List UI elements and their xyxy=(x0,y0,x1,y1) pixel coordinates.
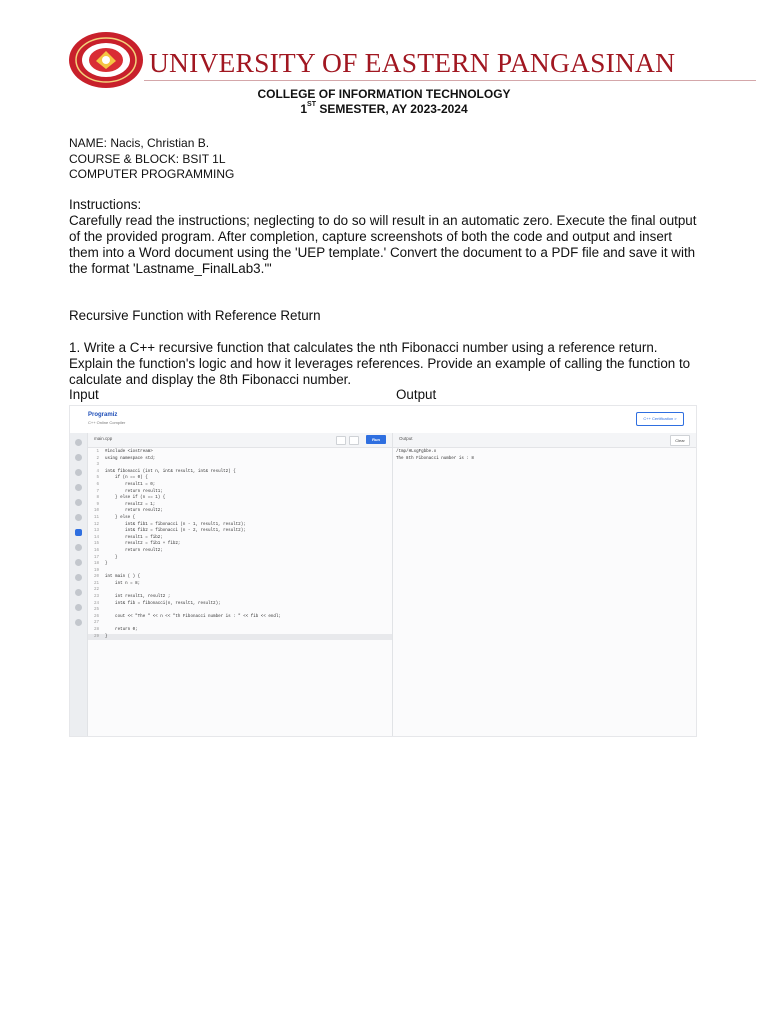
student-subject: COMPUTER PROGRAMMING xyxy=(69,167,235,181)
line-number: 14 xyxy=(93,535,99,540)
python-icon[interactable] xyxy=(75,439,82,446)
fullscreen-icon[interactable] xyxy=(336,436,346,445)
output-label: Output xyxy=(396,387,437,402)
code-line[interactable] xyxy=(88,568,392,575)
editor-tabbar xyxy=(88,433,392,448)
line-number: 9 xyxy=(96,502,99,507)
line-number: 5 xyxy=(96,476,99,481)
compiler-brand: Programiz xyxy=(88,412,118,418)
line-number: 13 xyxy=(93,529,99,534)
university-name: UNIVERSITY OF EASTERN PANGASINAN xyxy=(149,47,676,78)
compiler-topbar xyxy=(70,406,697,433)
code-line[interactable] xyxy=(88,462,392,469)
code-line[interactable] xyxy=(88,515,392,522)
output-tabbar xyxy=(393,433,697,448)
output-line: /tmp/HLxgFgbbe.o xyxy=(396,450,437,454)
code-line[interactable] xyxy=(88,561,392,568)
code-line[interactable] xyxy=(88,469,392,476)
javascript-icon[interactable] xyxy=(75,499,82,506)
line-number: 18 xyxy=(93,562,99,567)
line-number: 28 xyxy=(93,628,99,633)
code-text: int& fibonacci (int n, int& result1, int& result2) { xyxy=(105,469,236,474)
csharp-icon[interactable] xyxy=(75,559,82,566)
line-number: 1 xyxy=(96,450,99,454)
output-tab: Output xyxy=(399,436,413,441)
instructions-title: Instructions: xyxy=(69,197,142,212)
file-tab[interactable]: main.cpp xyxy=(94,436,113,441)
line-number: 17 xyxy=(93,555,99,560)
semester-text: SEMESTER, AY 2023-2024 xyxy=(316,102,468,116)
code-line[interactable] xyxy=(88,620,392,627)
code-text: } xyxy=(105,562,108,567)
line-number: 11 xyxy=(93,515,99,520)
student-name: NAME: Nacis, Christian B. xyxy=(69,136,210,150)
theme-icon[interactable] xyxy=(349,436,359,445)
code-text: return 0; xyxy=(105,628,138,633)
code-text: if (n == 0) { xyxy=(105,476,148,481)
line-number: 25 xyxy=(93,608,99,613)
university-banner xyxy=(68,31,758,91)
code-text: int n = 8; xyxy=(105,581,141,586)
semester-line xyxy=(0,102,768,116)
line-number: 2 xyxy=(96,456,99,461)
code-text: } xyxy=(105,555,118,560)
cpp-icon[interactable] xyxy=(75,529,82,536)
code-line[interactable] xyxy=(88,502,392,509)
line-number: 23 xyxy=(93,595,99,600)
compiler-screenshot xyxy=(69,405,697,737)
code-text: return result2; xyxy=(105,509,163,514)
semester-number: 1 xyxy=(300,102,308,116)
section-title: Recursive Function with Reference Return xyxy=(69,308,321,323)
input-label: Input xyxy=(69,387,99,402)
line-number: 7 xyxy=(96,489,99,494)
code-line[interactable] xyxy=(88,522,392,529)
line-number: 10 xyxy=(93,509,99,514)
line-number: 19 xyxy=(93,568,99,573)
code-text: int& fib1 = fibonacci (n - 1, result1, result2); xyxy=(105,522,246,527)
swift-icon[interactable] xyxy=(75,604,82,611)
php-icon[interactable] xyxy=(75,589,82,596)
code-text: return result1; xyxy=(105,489,163,494)
line-number: 21 xyxy=(93,581,99,586)
student-info xyxy=(69,136,234,183)
line-number: 6 xyxy=(96,482,99,487)
line-number: 16 xyxy=(93,548,99,553)
compiler-brand-sub: C++ Online Compiler xyxy=(88,420,126,425)
output-line: The 8th Fibonacci number is : 8 xyxy=(396,456,474,461)
code-text: #include <iostream> xyxy=(105,450,153,454)
r-icon[interactable] xyxy=(75,454,82,461)
code-line[interactable] xyxy=(88,601,392,608)
code-text: cout << "The " << n << "th Fibonacci number is : " << fib << endl; xyxy=(105,614,281,619)
university-seal-icon xyxy=(68,31,144,89)
code-line[interactable] xyxy=(88,594,392,601)
code-line[interactable] xyxy=(88,535,392,542)
line-number: 22 xyxy=(93,588,99,593)
code-line[interactable] xyxy=(88,475,392,482)
code-text: int main ( ) { xyxy=(105,575,141,580)
go-icon[interactable] xyxy=(75,574,82,581)
line-number: 8 xyxy=(96,496,99,501)
code-line[interactable] xyxy=(88,456,392,463)
code-line[interactable] xyxy=(88,449,392,456)
rust-icon[interactable] xyxy=(75,619,82,626)
line-number: 3 xyxy=(96,463,99,468)
code-text: result1 = fib2; xyxy=(105,535,163,540)
semester-suffix: ST xyxy=(307,101,316,108)
code-text: return result2; xyxy=(105,548,163,553)
code-text: int& fib2 = fibonacci (n - 2, result1, result2); xyxy=(105,529,246,534)
line-number: 27 xyxy=(93,621,99,626)
code-text: result1 = 0; xyxy=(105,482,156,487)
output-text xyxy=(396,449,474,462)
code-line[interactable] xyxy=(88,581,392,588)
code-text: result2 = fib1 + fib2; xyxy=(105,542,181,547)
instructions-body: Carefully read the instructions; neglecting to do so will result in an automatic zero. Execute the final output of the provided program. After completion, capture screenshots of both the code and output and insert them into a Word document using the 'UEP template.' Convert the document to a PDF file and save it with the format 'Lastname_FinalLab3.'" xyxy=(69,213,697,276)
code-text: } else { xyxy=(105,515,136,520)
code-editor[interactable] xyxy=(88,433,393,737)
code-text: result2 = 1; xyxy=(105,502,156,507)
code-line[interactable] xyxy=(88,627,392,634)
code-text: using namespace std; xyxy=(105,456,156,461)
output-pane xyxy=(393,433,697,737)
banner-divider xyxy=(144,80,756,81)
code-text: } else if (n == 1) { xyxy=(105,496,166,501)
line-number: 20 xyxy=(93,575,99,580)
code-line[interactable] xyxy=(88,574,392,581)
code-line[interactable] xyxy=(88,548,392,555)
code-line[interactable] xyxy=(88,587,392,594)
code-line[interactable] xyxy=(88,634,392,641)
compiler-sidebar xyxy=(70,433,88,737)
line-number: 24 xyxy=(93,601,99,606)
college-title: COLLEGE OF INFORMATION TECHNOLOGY xyxy=(257,87,511,101)
certification-button[interactable]: C++ Certification > xyxy=(636,412,684,426)
html-icon[interactable] xyxy=(75,484,82,491)
line-number: 4 xyxy=(96,469,99,474)
code-text: int result1, result2 ; xyxy=(105,595,171,600)
code-line[interactable] xyxy=(88,482,392,489)
code-text: int& fib = fibonacci(n, result1, result2); xyxy=(105,601,221,606)
code-line[interactable] xyxy=(88,607,392,614)
line-number: 15 xyxy=(93,542,99,547)
java-icon[interactable] xyxy=(75,544,82,551)
sql-icon[interactable] xyxy=(75,469,82,476)
code-line[interactable] xyxy=(88,555,392,562)
code-line[interactable] xyxy=(88,541,392,548)
question-text: 1. Write a C++ recursive function that calculates the nth Fibonacci number using a reference return. Explain the function's logic and how it leverages references. Provide an example of calling the function to calculate and display the 8th Fibonacci number. xyxy=(69,340,691,387)
student-course: COURSE & BLOCK: BSIT 1L xyxy=(69,151,226,166)
code-area[interactable] xyxy=(88,449,392,640)
line-number: 26 xyxy=(93,614,99,619)
line-number: 29 xyxy=(93,634,99,639)
c-icon[interactable] xyxy=(75,514,82,521)
clear-button[interactable]: Clear xyxy=(670,435,690,446)
code-line[interactable] xyxy=(88,528,392,535)
code-line[interactable] xyxy=(88,489,392,496)
code-line[interactable] xyxy=(88,508,392,515)
code-line[interactable] xyxy=(88,614,392,621)
code-text: } xyxy=(105,634,108,639)
code-line[interactable] xyxy=(88,495,392,502)
run-button[interactable]: Run xyxy=(366,435,386,444)
line-number: 12 xyxy=(93,522,99,527)
